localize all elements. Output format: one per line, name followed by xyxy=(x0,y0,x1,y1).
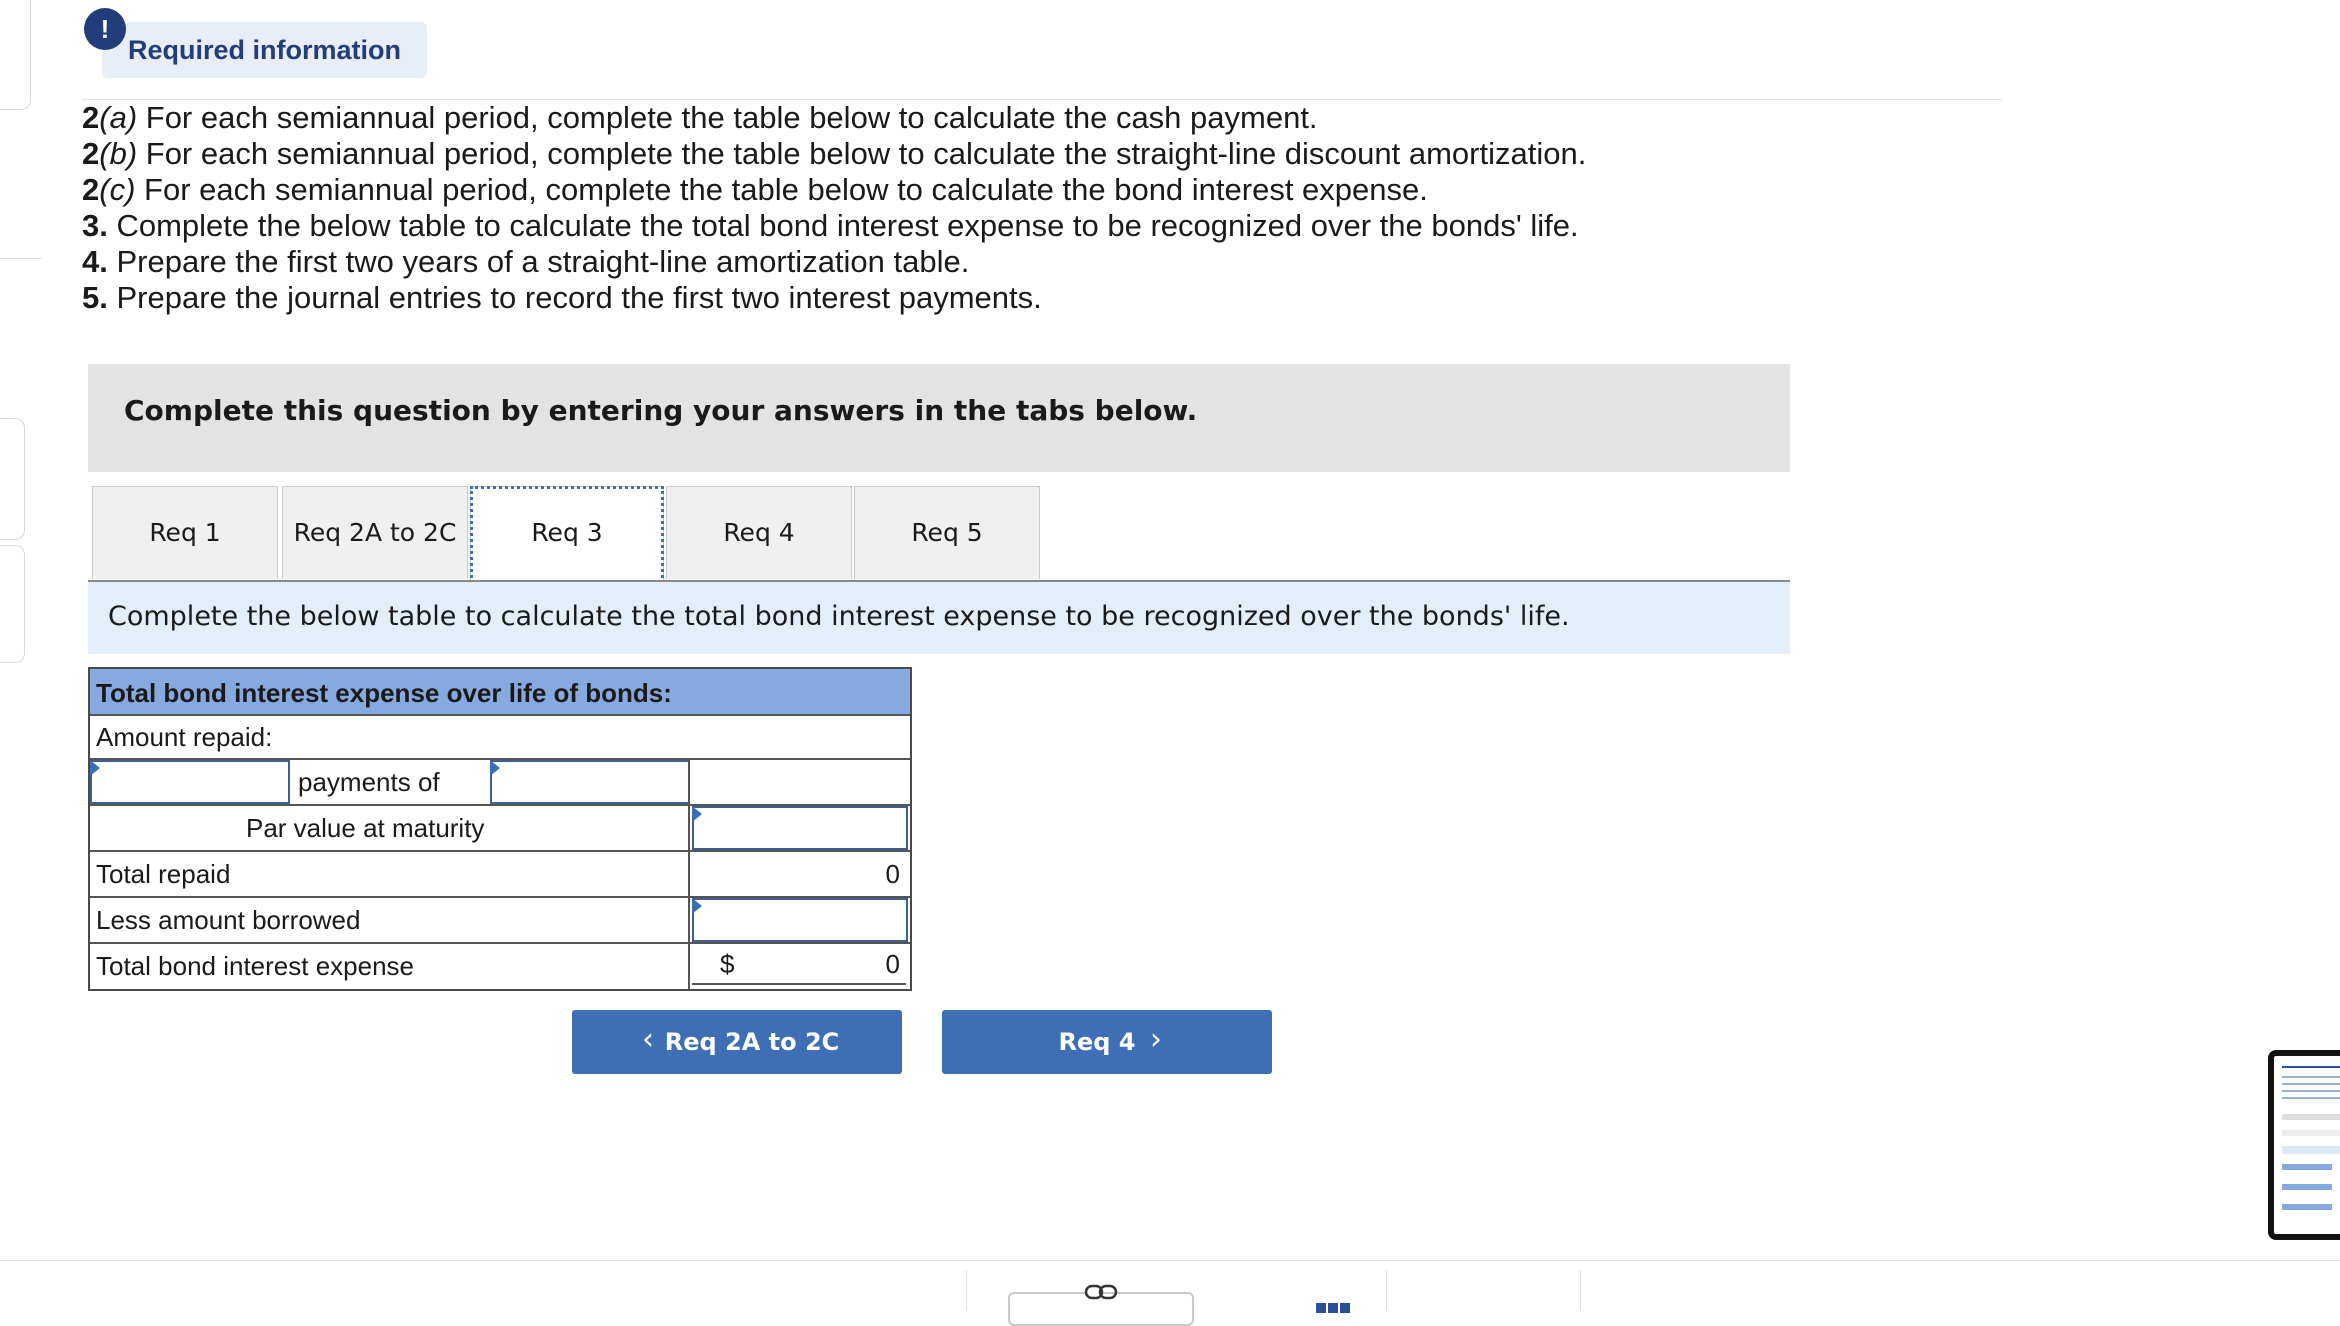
instruction-line: 3. Complete the below table to calculate the total bond interest expense to be recognized over the bonds' life. xyxy=(82,208,1579,243)
chevron-right-icon: › xyxy=(1150,1022,1162,1057)
footer-separator xyxy=(966,1270,967,1310)
total-interest-expense-label: Total bond interest expense xyxy=(96,951,414,981)
tab-req-2a-to-2c[interactable]: Req 2A to 2C xyxy=(282,486,468,579)
grid-icon[interactable] xyxy=(1316,1300,1352,1318)
total-repaid-label: Total repaid xyxy=(96,859,231,889)
next-req-button[interactable] xyxy=(942,1010,1272,1074)
instructions xyxy=(82,100,1586,316)
par-value-label: Par value at maturity xyxy=(246,813,485,843)
footer-separator xyxy=(1580,1270,1581,1310)
required-information-badge[interactable] xyxy=(102,22,427,78)
footer-divider xyxy=(0,1260,2340,1261)
table-header: Total bond interest expense over life of bonds: xyxy=(90,669,910,714)
amount-borrowed-input[interactable] xyxy=(692,898,908,942)
requirement-description-text: Complete the below table to calculate the total bond interest expense to be recognized over the bonds' life. xyxy=(108,601,1570,632)
table-row xyxy=(90,850,910,898)
tab-req-4[interactable]: Req 4 xyxy=(666,486,852,579)
chevron-left-icon: ‹ xyxy=(642,1022,654,1057)
instruction-line: 2(c) For each semiannual period, complete the table below to calculate the bond interest expense. xyxy=(82,172,1428,207)
total-interest-expense-value: 0 xyxy=(885,949,900,979)
next-req-label: Req 4 xyxy=(1058,1028,1136,1056)
left-panel-fragment-low xyxy=(0,545,25,663)
left-panel-fragment-mid xyxy=(0,418,25,540)
page-thumbnail[interactable] xyxy=(2268,1050,2340,1240)
interest-expense-table xyxy=(88,667,912,991)
less-amount-borrowed-label: Less amount borrowed xyxy=(96,905,361,935)
par-value-input[interactable] xyxy=(692,806,908,850)
requirement-description xyxy=(88,582,1790,654)
required-information-label: Required information xyxy=(128,35,402,65)
previous-req-label: Req 2A to 2C xyxy=(664,1028,840,1056)
payments-of-label: payments of xyxy=(298,767,440,797)
instruction-line: 4. Prepare the first two years of a straight-line amortization table. xyxy=(82,244,970,279)
table-row xyxy=(90,714,910,760)
left-panel-fragment-top xyxy=(0,0,31,110)
total-repaid-value: 0 xyxy=(885,859,900,889)
number-of-payments-input[interactable] xyxy=(90,760,290,804)
previous-req-button[interactable] xyxy=(572,1010,902,1074)
instruction-line: 5. Prepare the journal entries to record the first two interest payments. xyxy=(82,280,1042,315)
tab-req-5[interactable]: Req 5 xyxy=(854,486,1040,579)
instruction-line: 2(a) For each semiannual period, complete the table below to calculate the cash payment. xyxy=(82,100,1318,135)
table-row xyxy=(90,758,910,806)
link-button[interactable] xyxy=(1008,1292,1194,1326)
double-underline xyxy=(692,983,906,985)
table-row xyxy=(90,942,910,989)
tab-req-1[interactable]: Req 1 xyxy=(92,486,278,579)
alert-icon: ! xyxy=(84,8,126,50)
link-icon xyxy=(1084,1282,1118,1302)
footer-separator xyxy=(1386,1270,1387,1310)
table-row xyxy=(90,896,910,944)
payment-amount-input[interactable] xyxy=(490,760,690,804)
complete-question-banner xyxy=(88,364,1790,472)
table-row xyxy=(90,804,910,852)
tab-req-3[interactable]: Req 3 xyxy=(470,486,664,583)
instruction-line: 2(b) For each semiannual period, complete the table below to calculate the straight-line discount amortization. xyxy=(82,136,1587,171)
column-divider xyxy=(688,758,690,989)
complete-question-text: Complete this question by entering your answers in the tabs below. xyxy=(124,394,1198,427)
left-divider xyxy=(0,258,42,259)
currency-symbol: $ xyxy=(720,949,735,979)
amount-repaid-label: Amount repaid: xyxy=(96,722,273,752)
